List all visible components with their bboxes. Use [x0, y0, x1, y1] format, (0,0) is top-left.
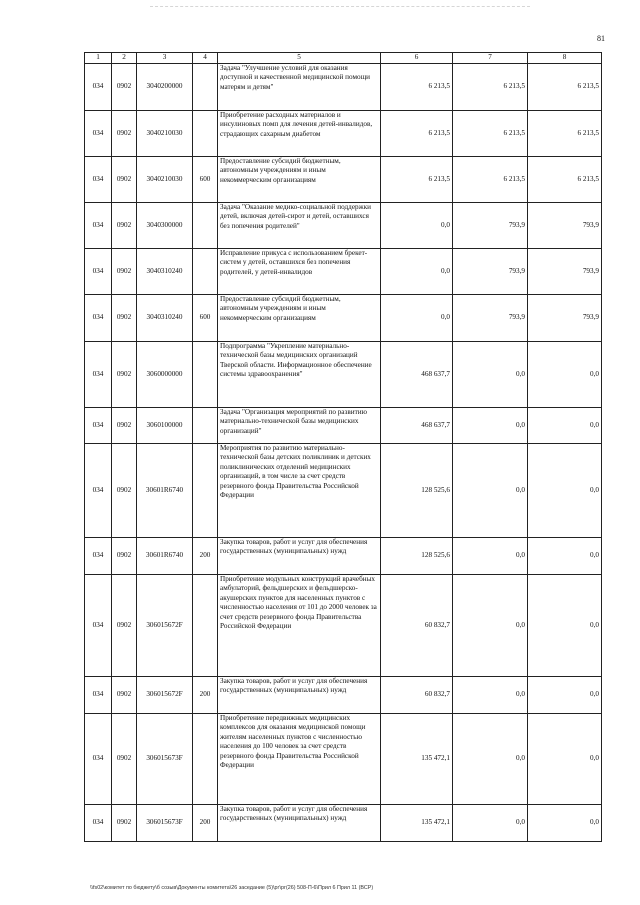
cell-expense-type: 600 [193, 157, 218, 203]
table-header-row [85, 53, 602, 64]
cell-description: Предоставление субсидий бюджетным, автономным учреждениям и иным некоммерческим организациям [218, 157, 381, 203]
page-number: 81 [597, 34, 605, 43]
table-row [85, 64, 602, 111]
cell-expense-type [193, 575, 218, 677]
cell-target-code: 30601R6740 [137, 444, 193, 538]
cell-target-code: 306015673F [137, 714, 193, 805]
cell-amount-3: 6 213,5 [528, 111, 602, 157]
header-col-6: 6 [381, 53, 453, 64]
cell-description: Закупка товаров, работ и услуг для обеспечения государственных (муниципальных) нужд [218, 805, 381, 842]
cell-amount-2: 793,9 [453, 203, 528, 249]
cell-amount-1: 0,0 [381, 249, 453, 295]
table-row [85, 714, 602, 805]
table-row [85, 295, 602, 342]
cell-amount-3: 793,9 [528, 295, 602, 342]
table-row [85, 805, 602, 842]
cell-description: Закупка товаров, работ и услуг для обеспечения государственных (муниципальных) нужд [218, 677, 381, 714]
cell-amount-3: 0,0 [528, 805, 602, 842]
cell-target-code: 3040210030 [137, 111, 193, 157]
cell-admin-code: 034 [85, 714, 112, 805]
cell-admin-code: 034 [85, 538, 112, 575]
cell-description: Мероприятия по развитию материально-технической базы детских поликлиник и детских поликлинических отделений медицинских организаций, в том числе за счет средств резервного фонда Правительства Российской Федерации [218, 444, 381, 538]
table-row [85, 157, 602, 203]
cell-amount-3: 0,0 [528, 408, 602, 444]
cell-expense-type [193, 342, 218, 408]
cell-amount-1: 0,0 [381, 203, 453, 249]
cell-amount-2: 0,0 [453, 805, 528, 842]
cell-admin-code: 034 [85, 157, 112, 203]
cell-admin-code: 034 [85, 408, 112, 444]
cell-amount-3: 0,0 [528, 677, 602, 714]
cell-section-code: 0902 [112, 677, 137, 714]
cell-section-code: 0902 [112, 408, 137, 444]
cell-amount-3: 0,0 [528, 714, 602, 805]
cell-amount-2: 0,0 [453, 575, 528, 677]
cell-amount-3: 793,9 [528, 203, 602, 249]
cell-target-code: 3060100000 [137, 408, 193, 444]
footer-file-path: \\fs02\комитет по бюджету\б созыв\Документы комитета\26 заседание (5)\рг\рг(26) 508-П-6\Прил 6 Прил 11 (ВСР) [90, 885, 374, 891]
cell-admin-code: 034 [85, 677, 112, 714]
cell-admin-code: 034 [85, 342, 112, 408]
cell-amount-2: 0,0 [453, 538, 528, 575]
cell-target-code: 306015672F [137, 575, 193, 677]
cell-amount-3: 0,0 [528, 575, 602, 677]
cell-expense-type: 200 [193, 805, 218, 842]
cell-amount-2: 793,9 [453, 249, 528, 295]
cell-section-code: 0902 [112, 444, 137, 538]
cell-expense-type [193, 203, 218, 249]
cell-section-code: 0902 [112, 157, 137, 203]
table-row [85, 203, 602, 249]
cell-amount-1: 128 525,6 [381, 538, 453, 575]
cell-target-code: 3040300000 [137, 203, 193, 249]
cell-expense-type [193, 64, 218, 111]
cell-expense-type: 200 [193, 538, 218, 575]
cell-target-code: 306015672F [137, 677, 193, 714]
cell-description: Приобретение передвижных медицинских комплексов для оказания медицинской помощи жителям населенных пунктов с численностью населения до 100 человек за счет средств резервного фонда Правительства Российской Федерации [218, 714, 381, 805]
table-row [85, 342, 602, 408]
cell-amount-2: 6 213,5 [453, 157, 528, 203]
cell-target-code: 3040310240 [137, 249, 193, 295]
cell-amount-1: 128 525,6 [381, 444, 453, 538]
cell-section-code: 0902 [112, 249, 137, 295]
table-row [85, 249, 602, 295]
cell-section-code: 0902 [112, 538, 137, 575]
cell-description: Закупка товаров, работ и услуг для обеспечения государственных (муниципальных) нужд [218, 538, 381, 575]
cell-section-code: 0902 [112, 203, 137, 249]
cell-amount-1: 135 472,1 [381, 714, 453, 805]
cell-expense-type [193, 111, 218, 157]
cell-target-code: 3060000000 [137, 342, 193, 408]
cell-amount-2: 793,9 [453, 295, 528, 342]
cell-amount-3: 793,9 [528, 249, 602, 295]
cell-amount-1: 6 213,5 [381, 64, 453, 111]
table-row [85, 408, 602, 444]
cell-expense-type [193, 408, 218, 444]
scan-artifact-line [150, 6, 530, 7]
cell-amount-1: 6 213,5 [381, 157, 453, 203]
cell-expense-type [193, 714, 218, 805]
cell-admin-code: 034 [85, 575, 112, 677]
cell-amount-1: 6 213,5 [381, 111, 453, 157]
header-col-8: 8 [528, 53, 602, 64]
cell-description: Приобретение расходных материалов и инсулиновых помп для лечения детей-инвалидов, страдающих сахарным диабетом [218, 111, 381, 157]
cell-section-code: 0902 [112, 295, 137, 342]
budget-table [84, 52, 602, 842]
cell-amount-1: 0,0 [381, 295, 453, 342]
cell-target-code: 3040310240 [137, 295, 193, 342]
cell-amount-2: 0,0 [453, 408, 528, 444]
cell-target-code: 30601R6740 [137, 538, 193, 575]
cell-expense-type: 200 [193, 677, 218, 714]
header-col-5: 5 [218, 53, 381, 64]
cell-section-code: 0902 [112, 714, 137, 805]
cell-description: Предоставление субсидий бюджетным, автономным учреждениям и иным некоммерческим организациям [218, 295, 381, 342]
cell-amount-2: 0,0 [453, 444, 528, 538]
table-row [85, 677, 602, 714]
header-col-3: 3 [137, 53, 193, 64]
table-row [85, 444, 602, 538]
cell-admin-code: 034 [85, 203, 112, 249]
cell-amount-3: 6 213,5 [528, 64, 602, 111]
cell-section-code: 0902 [112, 111, 137, 157]
cell-section-code: 0902 [112, 64, 137, 111]
cell-admin-code: 034 [85, 295, 112, 342]
table-row [85, 538, 602, 575]
cell-description: Подпрограмма "Укрепление материально-технической базы медицинских организаций Тверской области. Информационное обеспечение системы здравоохранения" [218, 342, 381, 408]
cell-amount-3: 6 213,5 [528, 157, 602, 203]
header-col-1: 1 [85, 53, 112, 64]
cell-amount-1: 60 832,7 [381, 575, 453, 677]
cell-admin-code: 034 [85, 111, 112, 157]
cell-description: Исправление прикуса с использованием брекет-систем у детей, оставшихся без попечения родителей, у детей-инвалидов [218, 249, 381, 295]
cell-amount-2: 6 213,5 [453, 111, 528, 157]
cell-expense-type [193, 249, 218, 295]
cell-admin-code: 034 [85, 805, 112, 842]
cell-amount-1: 468 637,7 [381, 342, 453, 408]
header-col-2: 2 [112, 53, 137, 64]
cell-section-code: 0902 [112, 805, 137, 842]
cell-admin-code: 034 [85, 444, 112, 538]
cell-amount-3: 0,0 [528, 342, 602, 408]
cell-section-code: 0902 [112, 342, 137, 408]
cell-amount-1: 60 832,7 [381, 677, 453, 714]
cell-amount-3: 0,0 [528, 444, 602, 538]
cell-amount-2: 6 213,5 [453, 64, 528, 111]
cell-amount-2: 0,0 [453, 342, 528, 408]
cell-description: Приобретение модульных конструкций врачебных амбулаторий, фельдшерских и фельдшерско-акушерских пунктов для населенных пунктов с численностью населения от 101 до 2000 человек за счет средств резервного фонда Правительства Российской Федерации [218, 575, 381, 677]
table-row [85, 111, 602, 157]
cell-amount-3: 0,0 [528, 538, 602, 575]
cell-section-code: 0902 [112, 575, 137, 677]
table-row [85, 575, 602, 677]
header-col-4: 4 [193, 53, 218, 64]
cell-amount-2: 0,0 [453, 714, 528, 805]
cell-target-code: 3040200000 [137, 64, 193, 111]
cell-amount-2: 0,0 [453, 677, 528, 714]
cell-description: Задача "Улучшение условий для оказания доступной и качественной медицинской помощи матерям и детям" [218, 64, 381, 111]
cell-admin-code: 034 [85, 249, 112, 295]
cell-amount-1: 468 637,7 [381, 408, 453, 444]
cell-target-code: 3040210030 [137, 157, 193, 203]
header-col-7: 7 [453, 53, 528, 64]
cell-admin-code: 034 [85, 64, 112, 111]
cell-amount-1: 135 472,1 [381, 805, 453, 842]
cell-expense-type [193, 444, 218, 538]
cell-description: Задача "Оказание медико-социальной поддержки детей, включая детей-сирот и детей, оставшихся без попечения родителей" [218, 203, 381, 249]
cell-target-code: 306015673F [137, 805, 193, 842]
cell-expense-type: 600 [193, 295, 218, 342]
cell-description: Задача "Организация мероприятий по развитию материально-технической базы медицинских организаций" [218, 408, 381, 444]
